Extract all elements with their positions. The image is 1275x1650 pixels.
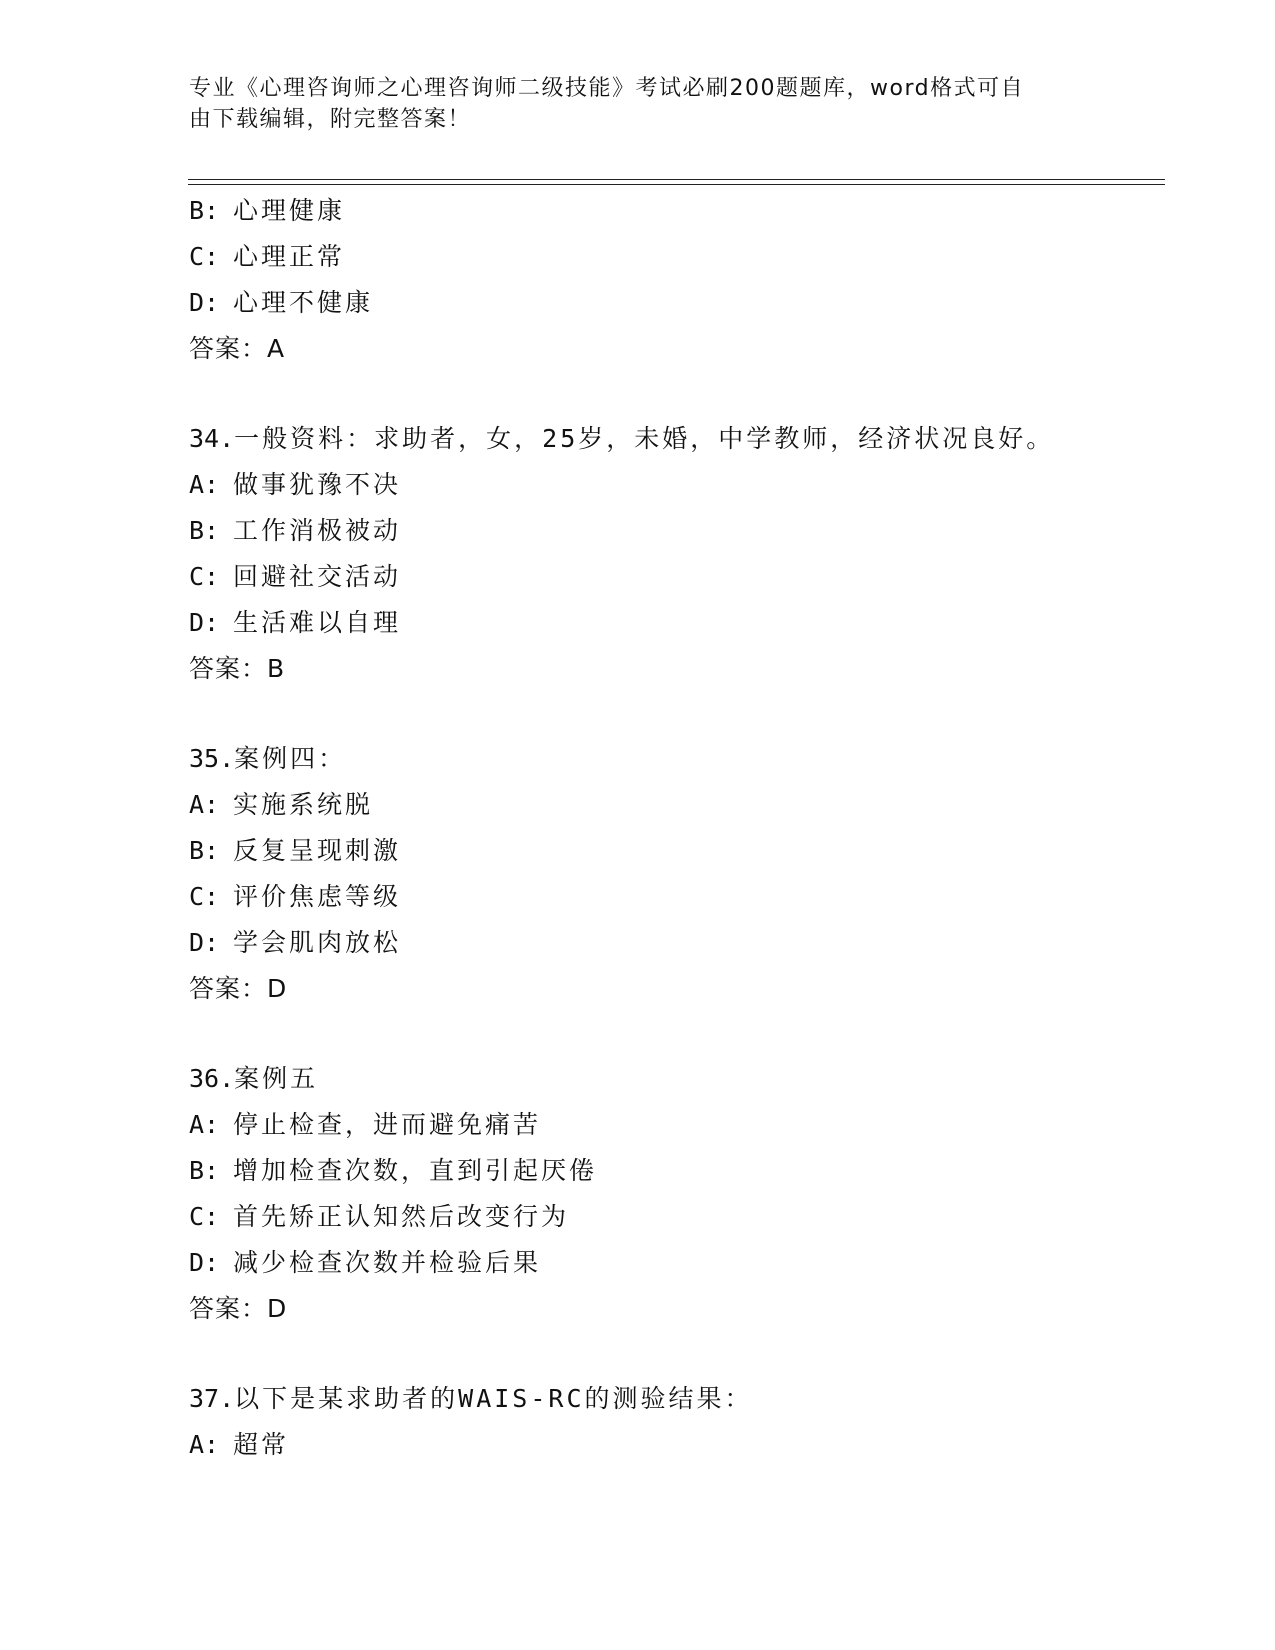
header-line-2: 由下载编辑，附完整答案！ <box>189 107 472 132</box>
question-stem: 34.一般资料：求助者，女，25岁，未婚，中学教师，经济状况良好。 <box>189 424 1055 453</box>
option-c: C: 心理正常 <box>189 242 346 271</box>
answer-line: 答案：D <box>189 1294 288 1323</box>
answer-line: 答案：D <box>189 974 288 1003</box>
option-c: C: 评价焦虑等级 <box>189 882 402 911</box>
header-rule-bottom <box>188 184 1165 185</box>
option-c: C: 回避社交活动 <box>189 562 402 591</box>
option-d: D: 学会肌肉放松 <box>189 928 402 957</box>
header-line-1: 专业《心理咨询师之心理咨询师二级技能》考试必刷200题题库，word格式可自 <box>189 76 1025 101</box>
option-d: D: 减少检查次数并检验后果 <box>189 1248 542 1277</box>
question-stem: 36.案例五 <box>189 1064 319 1093</box>
question-stem: 35.案例四： <box>189 744 347 773</box>
document-header <box>189 73 1089 135</box>
question-34 <box>189 416 1149 692</box>
question-fragment <box>189 188 1149 372</box>
question-list <box>189 188 1149 1468</box>
answer-line: 答案：A <box>189 334 286 363</box>
option-a: A: 实施系统脱 <box>189 790 374 819</box>
option-a: A: 做事犹豫不决 <box>189 470 402 499</box>
question-36 <box>189 1056 1149 1332</box>
option-c: C: 首先矫正认知然后改变行为 <box>189 1202 570 1231</box>
option-a: A: 超常 <box>189 1430 290 1459</box>
option-b: B: 反复呈现刺激 <box>189 836 402 865</box>
question-35 <box>189 736 1149 1012</box>
question-stem: 37.以下是某求助者的WAIS-RC的测验结果： <box>189 1384 753 1413</box>
option-b: B: 增加检查次数，直到引起厌倦 <box>189 1156 598 1185</box>
option-b: B: 工作消极被动 <box>189 516 402 545</box>
answer-line: 答案：B <box>189 654 286 683</box>
option-d: D: 心理不健康 <box>189 288 374 317</box>
option-b: B: 心理健康 <box>189 196 346 225</box>
question-37 <box>189 1376 1149 1468</box>
option-a: A: 停止检查，进而避免痛苦 <box>189 1110 542 1139</box>
header-rule-top <box>188 179 1165 180</box>
option-d: D: 生活难以自理 <box>189 608 402 637</box>
